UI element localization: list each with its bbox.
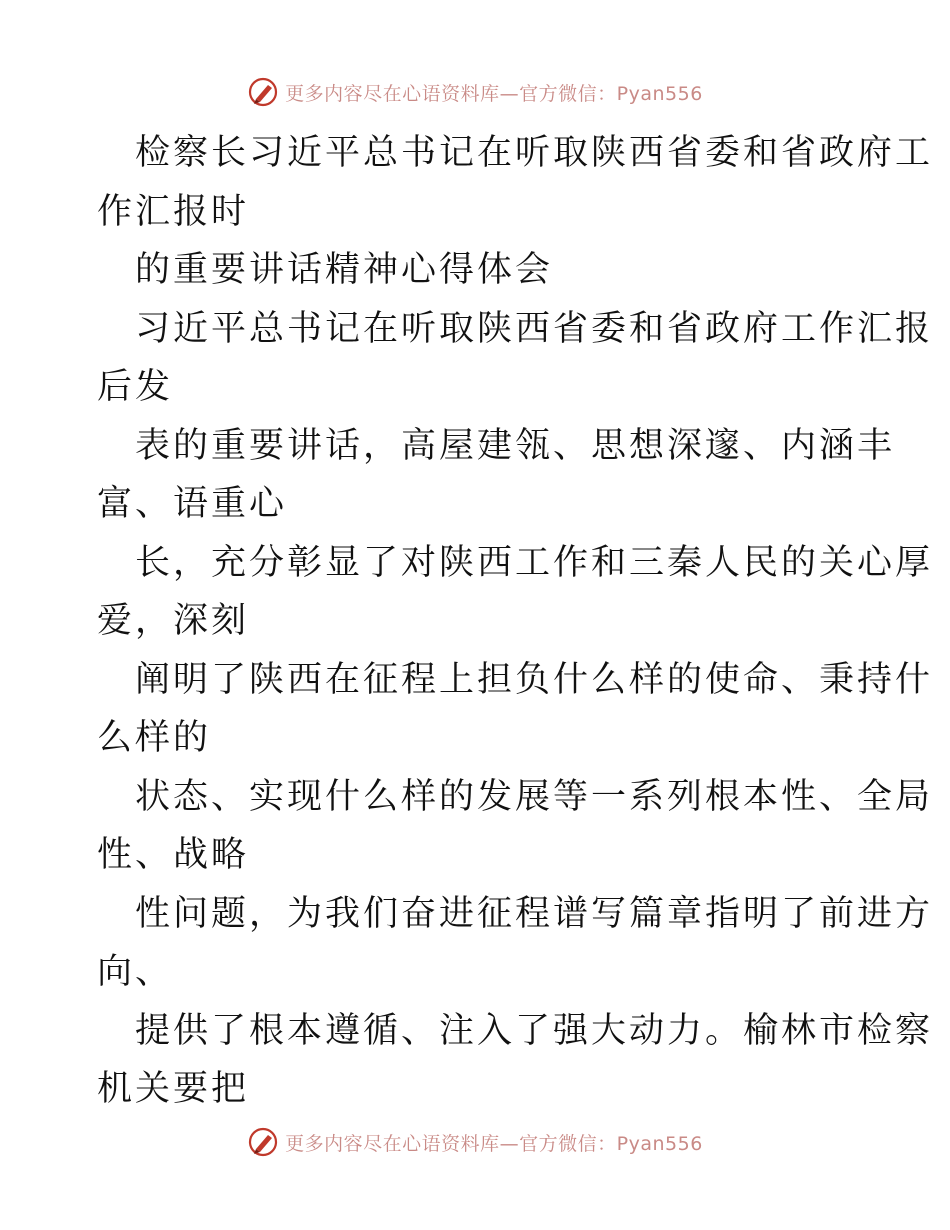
text-line: 作汇报时 bbox=[97, 191, 250, 232]
text-line: 机关要把 bbox=[97, 1069, 250, 1109]
text-line: 提供了根本遵循、注入了强大动力。榆林市检察 bbox=[135, 1010, 934, 1051]
text-line: 状态、实现什么样的发展等一系列根本性、全局 bbox=[135, 776, 934, 817]
text-line: 爱，深刻 bbox=[97, 601, 250, 641]
document-body bbox=[97, 124, 934, 1119]
text-line: 富、语重心 bbox=[97, 484, 288, 524]
watermark-text: 更多内容尽在心语资料库—官方微信：Pyan556 bbox=[285, 1132, 703, 1155]
text-line: 后发 bbox=[97, 367, 174, 407]
text-line: 么样的 bbox=[97, 718, 212, 758]
text-line: 性、战略 bbox=[97, 835, 250, 875]
text-line: 长，充分彰显了对陕西工作和三秦人民的关心厚 bbox=[135, 542, 934, 583]
text-line: 习近平总书记在听取陕西省委和省政府工作汇报 bbox=[135, 308, 934, 349]
text-line: 阐明了陕西在征程上担负什么样的使命、秉持什 bbox=[135, 659, 934, 700]
text-line: 检察长习近平总书记在听取陕西省委和省政府工 bbox=[135, 133, 934, 173]
text-line: 的重要讲话精神心得体会 bbox=[135, 250, 554, 290]
watermark-text: 更多内容尽在心语资料库—官方微信：Pyan556 bbox=[285, 82, 703, 105]
pen-logo-icon bbox=[247, 1126, 279, 1158]
footer-watermark bbox=[0, 1122, 950, 1162]
pen-logo-icon bbox=[247, 76, 279, 108]
header-watermark bbox=[0, 72, 950, 112]
text-line: 表的重要讲话，高屋建瓴、思想深邃、内涵丰 bbox=[135, 425, 896, 466]
text-line: 向、 bbox=[97, 952, 174, 992]
text-line: 性问题，为我们奋进征程谱写篇章指明了前进方 bbox=[135, 893, 934, 934]
